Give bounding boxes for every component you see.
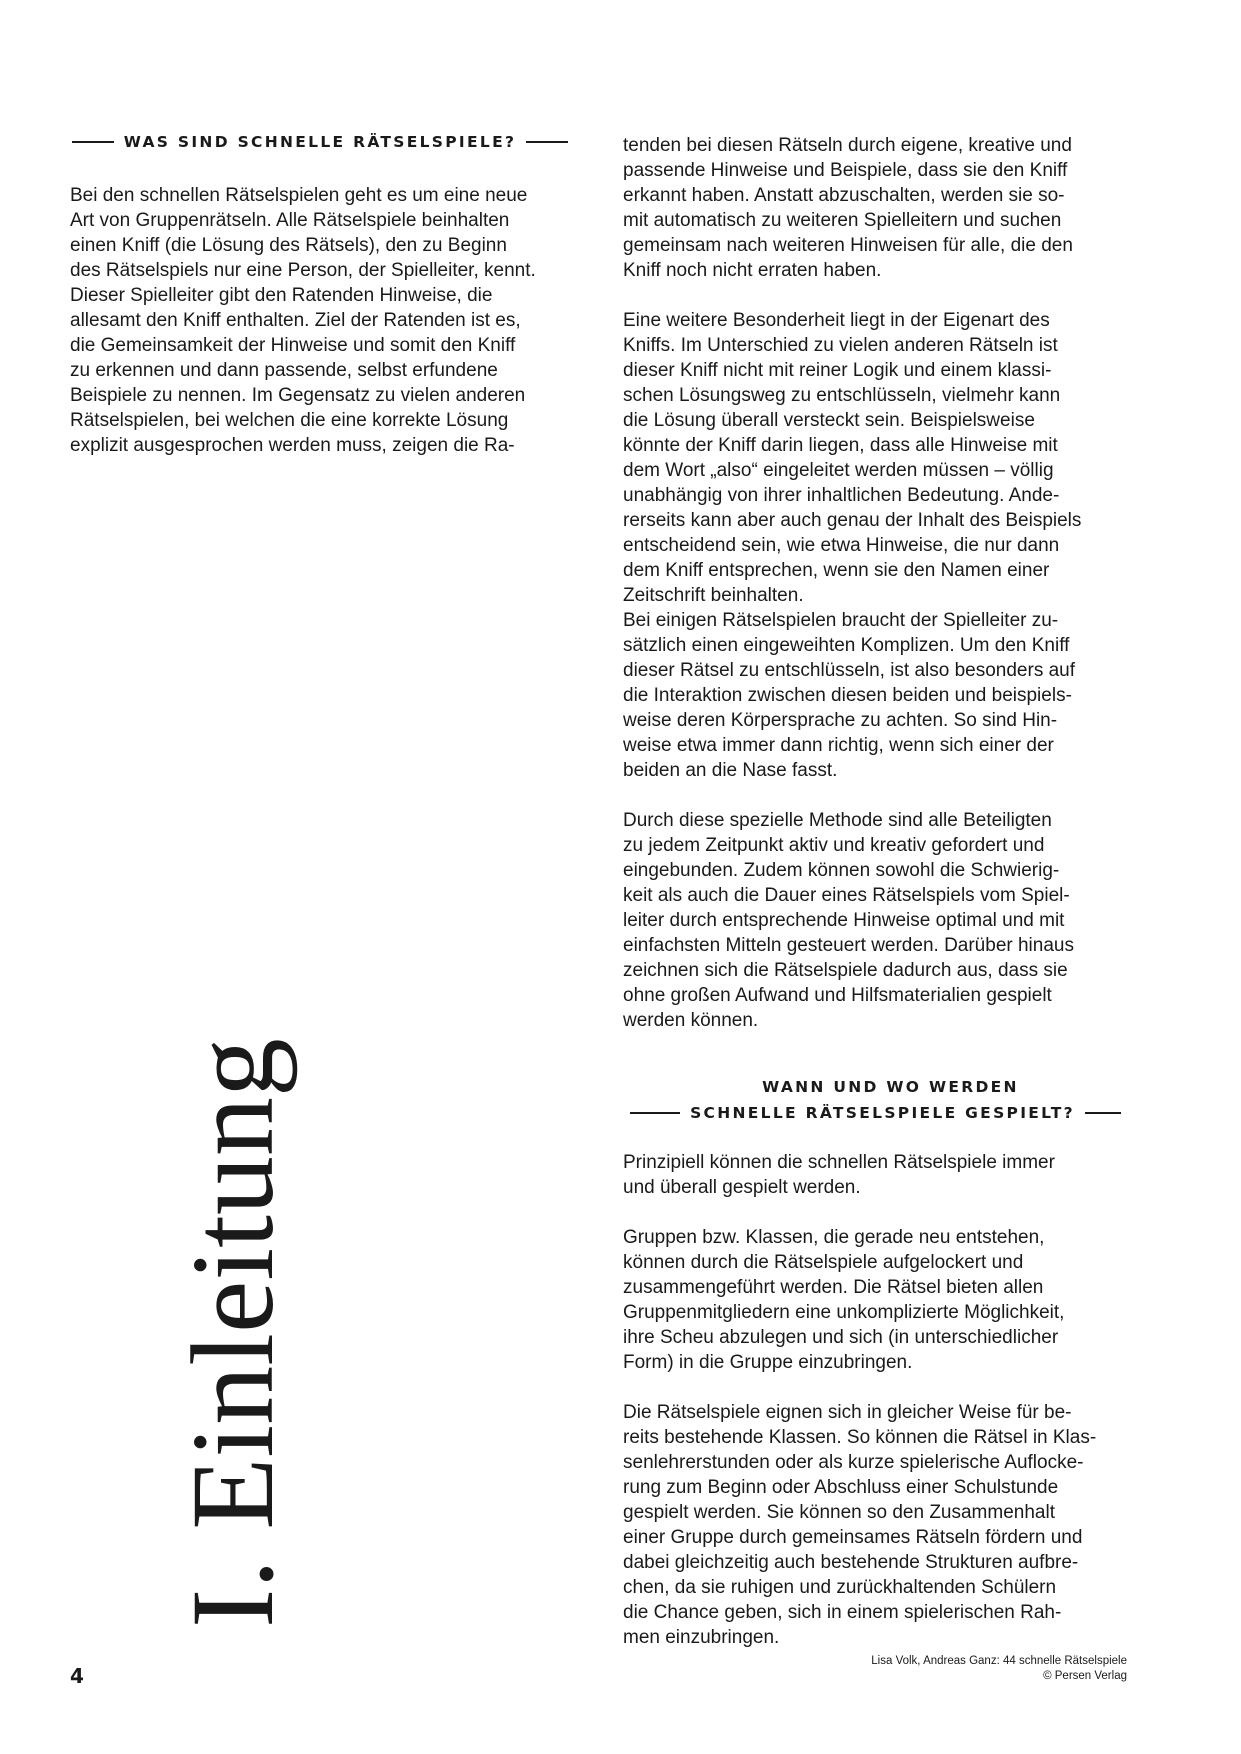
footer-credit: [871, 1654, 1127, 1684]
section-heading-what: [70, 133, 570, 151]
paragraph: tenden bei diesen Rätseln durch eigene, kreative und passende Hinweise und Beispiele, dass sie den Kniff erkannt haben. Anstatt abzuschalten, werden sie so- mit automatisch zu weiteren Spielleitern und suchen gemeinsam nach weiteren Hinweisen für alle, die den Kniff noch nicht erraten haben.: [623, 135, 1073, 281]
heading-rule-right: [1085, 1112, 1121, 1114]
heading-rule-left: [630, 1112, 680, 1114]
right-text-column-lower: [623, 1150, 1128, 1650]
heading-rule-right: [526, 141, 568, 143]
paragraph: Bei den schnellen Rätselspielen geht es um eine neue Art von Gruppenrätseln. Alle Rätselspiele beinhalten einen Kniff (die Lösung des Rätsels), den zu Beginn des Rätselspiels nur eine Person, der Spielleiter, kennt. Dieser Spielleiter gibt den Ratenden Hinweise, die allesamt den Kniff enthalten. Ziel der Ratenden ist es, die Gemeinsamkeit der Hinweise und somit den Kniff zu erkennen und dann passende, selbst erfundene Beispiele zu nennen. Im Gegensatz zu vielen anderen Rätselspielen, bei welchen die eine korrekte Lösung explizit ausgesprochen werden muss, zeigen die Ra-: [70, 185, 536, 456]
right-text-column: [623, 133, 1128, 1033]
heading-text-line2: SCHNELLE RÄTSELSPIELE GESPIELT?: [690, 1104, 1075, 1122]
paragraph: Die Rätselspiele eignen sich in gleicher Weise für be- reits bestehende Klassen. So können die Rätsel in Klas- senlehrerstunden oder als kurze spielerische Auflocke- rung zum Beginn oder Abschluss einer Schulstunde gespielt werden. Sie können so den Zusammenhalt einer Gruppe durch gemeinsames Rätseln fördern und dabei gleichzeitig auch bestehende Strukturen aufbre- chen, da sie ruhigen und zurückhaltenden Schülern die Chance geben, sich in einem spielerischen Rah- men einzubringen.: [623, 1402, 1097, 1648]
section-heading-when-where: [623, 1078, 1128, 1122]
footer-authors-title: Lisa Volk, Andreas Ganz: 44 schnelle Rätselspiele: [871, 1655, 1127, 1667]
heading-text: WAS SIND SCHNELLE RÄTSELSPIELE?: [123, 133, 517, 151]
left-text-column: [70, 183, 570, 458]
heading-line2-row: [623, 1104, 1128, 1122]
heading-text-line1: WANN UND WO WERDEN: [762, 1078, 1019, 1096]
footer-publisher: © Persen Verlag: [1043, 1670, 1127, 1682]
paragraph: Prinzipiell können die schnellen Rätselspiele immer und überall gespielt werden.: [623, 1152, 1055, 1198]
heading-rule-left: [72, 141, 114, 143]
page-number: 4: [70, 1664, 84, 1688]
paragraph: Eine weitere Besonderheit liegt in der Eigenart des Kniffs. Im Unterschied zu vielen anderen Rätseln ist dieser Kniff nicht mit reiner Logik und einem klassi- schen Lösungsweg zu entschlüsseln, vielmehr kann die Lösung überall versteckt sein. Beispielsweise könnte der Kniff darin liegen, dass alle Hinweise mit dem Wort „also“ eingeleitet werden müssen – völlig unabhängig von ihrer inhaltlichen Bedeutung. Ande- rerseits kann aber auch genau der Inhalt des Beispiels entscheidend sein, wie etwa Hinweise, die nur dann dem Kniff entsprechen, wenn sie den Namen einer Zeitschrift beinhalten. Bei einigen Rätselspielen braucht der Spielleiter zu- sätzlich einen eingeweihten Komplizen. Um den Kniff dieser Rätsel zu entschlüsseln, ist also besonders auf die Interaktion zwischen diesen beiden und beispiels- weise deren Körpersprache zu achten. So sind Hin- weise etwa immer dann richtig, wenn sich einer der beiden an die Nase fasst.: [623, 310, 1082, 781]
paragraph: Durch diese spezielle Methode sind alle Beteiligten zu jedem Zeitpunkt aktiv und kreativ gefordert und eingebunden. Zudem können sowohl die Schwierig- keit als auch die Dauer eines Rätselspiels vom Spiel- leiter durch entsprechende Hinweise optimal und mit einfachsten Mitteln gesteuert werden. Darüber hinaus zeichnen sich die Rätselspiele dadurch aus, dass sie ohne großen Aufwand und Hilfsmaterialien gespielt werden können.: [623, 810, 1074, 1031]
chapter-title-vertical: I. Einleitung: [167, 1038, 298, 1628]
paragraph: Gruppen bzw. Klassen, die gerade neu entstehen, können durch die Rätselspiele aufgelockert und zusammengeführt werden. Die Rätsel bieten allen Gruppenmitgliedern eine unkomplizierte Möglichkeit, ihre Scheu abzulegen und sich (in unterschiedlicher Form) in die Gruppe einzubringen.: [623, 1227, 1065, 1373]
